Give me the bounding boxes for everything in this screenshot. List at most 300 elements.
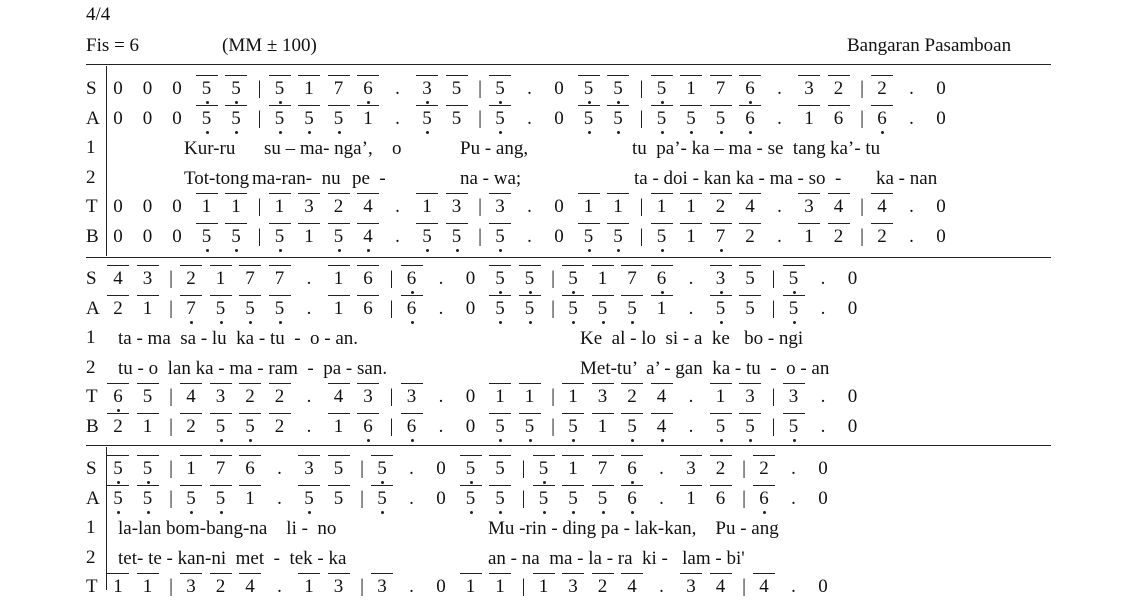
- lyric-segment: pe -: [352, 167, 386, 189]
- barline: |: [521, 487, 526, 509]
- lyric-segment: Met-tu’ a’ - gan ka - tu - o - an: [580, 357, 830, 379]
- note: 5: [110, 488, 126, 510]
- note: 0: [436, 458, 446, 479]
- note: 7: [272, 268, 288, 290]
- note: 5: [449, 78, 465, 100]
- note: 0: [465, 415, 476, 437]
- note: 3: [404, 386, 420, 408]
- voice-label: 1: [86, 517, 96, 538]
- voice-row-s: [86, 268, 1051, 298]
- voice-label: 2: [86, 546, 96, 568]
- note: 4: [624, 576, 640, 598]
- lyric-segment: ta - ma sa - lu ka - tu - o - an.: [118, 328, 359, 349]
- note: 5: [419, 226, 435, 248]
- barline: |: [639, 107, 644, 129]
- note: 5: [492, 298, 508, 320]
- rhythm-dot: .: [777, 225, 782, 247]
- voice-label: T: [86, 576, 98, 597]
- note: 7: [713, 226, 729, 248]
- barline: |: [478, 196, 482, 217]
- voice-row-1: [86, 327, 1051, 357]
- note: 7: [331, 78, 347, 100]
- key-signature: Fis = 6: [86, 35, 139, 56]
- note: 5: [272, 298, 288, 320]
- note: 4: [756, 576, 772, 598]
- note: 3: [360, 386, 376, 408]
- rhythm-dot: .: [659, 458, 664, 479]
- lyric-segment: tu - o lan ka - ma - ram - pa - san.: [118, 357, 388, 379]
- note: 2: [874, 226, 890, 248]
- voice-label: A: [86, 297, 100, 319]
- note: 5: [492, 78, 508, 100]
- note: 4: [183, 386, 199, 408]
- note: 6: [742, 78, 758, 100]
- voice-row-a: [86, 108, 1051, 138]
- note: 5: [331, 488, 347, 510]
- note: 5: [786, 298, 802, 320]
- note: 5: [272, 226, 288, 248]
- note: 0: [142, 107, 153, 129]
- rhythm-dot: .: [909, 78, 914, 99]
- voice-label: 1: [86, 327, 96, 348]
- note: 6: [874, 108, 890, 130]
- barline: |: [521, 458, 526, 479]
- rhythm-dot: .: [395, 78, 400, 99]
- note: 5: [742, 268, 758, 290]
- barline: |: [478, 225, 482, 247]
- rhythm-dot: .: [409, 576, 414, 597]
- note: 1: [419, 196, 435, 218]
- note: 1: [228, 196, 244, 218]
- voice-label: A: [86, 487, 100, 509]
- barline: |: [360, 458, 364, 479]
- voice-label: S: [86, 268, 97, 289]
- note: 1: [140, 576, 156, 598]
- note: 5: [492, 416, 508, 438]
- rhythm-dot: .: [909, 196, 914, 217]
- note: 5: [213, 298, 229, 320]
- voice-label: 2: [86, 356, 96, 378]
- lyric-segment: su – ma- nga’,: [264, 138, 373, 159]
- note: 1: [654, 196, 670, 218]
- voice-row-a: [86, 298, 1051, 328]
- lyric-segment: Pu - ang,: [460, 138, 529, 159]
- note: 5: [654, 108, 670, 130]
- lyric-segment: Kur-ru: [184, 138, 236, 159]
- note: 1: [492, 386, 508, 408]
- note: 1: [581, 196, 597, 218]
- lyric-segment: Tot-tong: [184, 167, 250, 189]
- lyric-segment: Ke al - lo si - a ke bo - ngi: [580, 328, 804, 349]
- note: 0: [554, 107, 564, 129]
- note: 5: [713, 108, 729, 130]
- rhythm-dot: .: [777, 196, 782, 217]
- note: 5: [331, 458, 347, 480]
- note: 4: [110, 268, 126, 290]
- rhythm-dot: .: [909, 107, 914, 129]
- rhythm-dot: .: [688, 386, 694, 407]
- note: 5: [199, 108, 215, 130]
- note: 2: [713, 458, 729, 480]
- rhythm-dot: .: [820, 415, 826, 437]
- note: 3: [683, 576, 699, 598]
- note: 4: [654, 386, 670, 408]
- voice-row-t: [86, 576, 1051, 606]
- rhythm-dot: .: [791, 458, 796, 479]
- barline: |: [478, 78, 482, 99]
- note: 6: [756, 488, 772, 510]
- note: 4: [874, 196, 890, 218]
- note: 4: [331, 386, 347, 408]
- note: 5: [272, 108, 288, 130]
- barline: |: [169, 487, 173, 509]
- rhythm-dot: .: [395, 225, 400, 247]
- note: 6: [742, 108, 758, 130]
- note: 1: [331, 268, 347, 290]
- note: 5: [595, 488, 611, 510]
- barline: |: [551, 415, 555, 437]
- note: 5: [331, 108, 347, 130]
- note: 6: [404, 268, 420, 290]
- rhythm-dot: .: [306, 297, 312, 319]
- rhythm-dot: .: [277, 576, 282, 597]
- note: 5: [610, 78, 626, 100]
- barline: |: [551, 386, 555, 407]
- lyric-segment: ta - doi - kan ka - ma - so -: [634, 167, 842, 189]
- barline: |: [257, 225, 262, 247]
- barline: |: [860, 225, 864, 247]
- rhythm-dot: .: [438, 268, 444, 289]
- voice-row-1: [86, 137, 1051, 167]
- note: 1: [213, 268, 229, 290]
- note: 0: [554, 225, 564, 247]
- voice-label: B: [86, 415, 99, 437]
- barline: |: [389, 386, 394, 407]
- note: 5: [463, 488, 479, 510]
- note: 3: [786, 386, 802, 408]
- note: 0: [142, 225, 153, 247]
- lyric-segment: an - na ma - la - ra ki - lam - bi': [488, 547, 745, 569]
- note: 1: [183, 458, 199, 480]
- composer-name: Bangaran Pasamboan: [847, 35, 1012, 56]
- note: 7: [242, 268, 258, 290]
- note: 5: [536, 458, 552, 480]
- note: 2: [110, 416, 126, 438]
- note: 5: [449, 108, 465, 130]
- note: 1: [331, 416, 347, 438]
- note: 5: [331, 226, 347, 248]
- lyric-segment: ka’- tu: [830, 138, 881, 159]
- note: 3: [801, 78, 817, 100]
- note: 0: [113, 107, 123, 129]
- note: 0: [847, 415, 858, 437]
- barline: |: [771, 268, 776, 289]
- voice-label: S: [86, 458, 97, 479]
- note: 0: [113, 78, 123, 99]
- note: 0: [142, 196, 153, 217]
- barline: |: [742, 576, 746, 597]
- note: 5: [492, 458, 508, 480]
- note: 4: [831, 196, 847, 218]
- system-divider: [86, 64, 1051, 65]
- voice-label: T: [86, 196, 98, 217]
- note: 5: [213, 416, 229, 438]
- note: 5: [272, 78, 288, 100]
- voice-label: 1: [86, 137, 96, 158]
- rhythm-dot: .: [409, 458, 414, 479]
- note: 1: [713, 386, 729, 408]
- note: 1: [140, 416, 156, 438]
- note: 1: [522, 386, 538, 408]
- barline: |: [551, 268, 555, 289]
- note: 2: [272, 416, 288, 438]
- note: 5: [228, 78, 244, 100]
- note: 6: [654, 268, 670, 290]
- voice-label: A: [86, 107, 100, 129]
- lyric-segment: na - wa;: [460, 167, 522, 189]
- lyric-segment: tet- te - kan-ni met - tek - ka: [118, 547, 347, 569]
- note: 0: [465, 297, 476, 319]
- note: 0: [436, 487, 446, 509]
- note: 0: [847, 386, 858, 407]
- note: 6: [360, 416, 376, 438]
- note: 5: [565, 298, 581, 320]
- note: 5: [742, 298, 758, 320]
- rhythm-dot: .: [791, 576, 796, 597]
- note: 5: [110, 458, 126, 480]
- barline: |: [257, 107, 262, 129]
- barline: |: [169, 415, 173, 437]
- note: 1: [272, 196, 288, 218]
- note: 6: [713, 488, 729, 510]
- rhythm-dot: .: [777, 78, 782, 99]
- note: 2: [595, 576, 611, 598]
- note: 2: [272, 386, 288, 408]
- note: 5: [492, 268, 508, 290]
- note: 5: [713, 298, 729, 320]
- note: 5: [228, 226, 244, 248]
- note: 2: [756, 458, 772, 480]
- rhythm-dot: .: [409, 487, 414, 509]
- note: 6: [831, 108, 847, 130]
- barline: |: [860, 196, 864, 217]
- note: 2: [331, 196, 347, 218]
- note: 3: [183, 576, 199, 598]
- voice-row-2: [86, 167, 1051, 197]
- note: 1: [331, 298, 347, 320]
- note: 5: [610, 226, 626, 248]
- note: 1: [683, 78, 699, 100]
- rhythm-dot: .: [306, 268, 312, 289]
- rhythm-dot: .: [820, 297, 826, 319]
- rhythm-dot: .: [820, 268, 826, 289]
- note: 2: [213, 576, 229, 598]
- system-divider: [86, 257, 1051, 258]
- note: 5: [624, 298, 640, 320]
- note: 5: [786, 416, 802, 438]
- note: 1: [595, 268, 611, 290]
- rhythm-dot: .: [277, 487, 282, 509]
- note: 1: [463, 576, 479, 598]
- note: 5: [301, 108, 317, 130]
- note: 5: [654, 226, 670, 248]
- voice-row-s: [86, 458, 1051, 488]
- note: 0: [172, 196, 182, 217]
- note: 3: [742, 386, 758, 408]
- rhythm-dot: .: [527, 78, 532, 99]
- rhythm-dot: .: [527, 107, 532, 129]
- note: 2: [874, 78, 890, 100]
- note: 7: [183, 298, 199, 320]
- voice-label: S: [86, 78, 97, 99]
- barline: |: [860, 107, 864, 129]
- rhythm-dot: .: [688, 268, 694, 289]
- barline: |: [169, 458, 173, 479]
- note: 5: [522, 298, 538, 320]
- note: 0: [113, 196, 123, 217]
- voice-row-s: [86, 78, 1051, 108]
- barline: |: [360, 576, 364, 597]
- note: 5: [242, 416, 258, 438]
- rhythm-dot: .: [688, 297, 694, 319]
- note: 6: [360, 268, 376, 290]
- barline: |: [860, 78, 864, 99]
- rhythm-dot: .: [395, 107, 400, 129]
- barline: |: [169, 386, 173, 407]
- note: 1: [360, 108, 376, 130]
- rhythm-dot: .: [688, 415, 694, 437]
- note: 4: [360, 196, 376, 218]
- voice-label: T: [86, 386, 98, 407]
- rhythm-dot: .: [395, 196, 400, 217]
- note: 0: [936, 107, 946, 129]
- note: 1: [110, 576, 126, 598]
- note: 0: [847, 297, 858, 319]
- note: 5: [595, 298, 611, 320]
- note: 6: [404, 298, 420, 320]
- voice-row-t: [86, 196, 1051, 226]
- note: 2: [242, 386, 258, 408]
- note: 3: [683, 458, 699, 480]
- note: 6: [360, 78, 376, 100]
- note: 7: [713, 78, 729, 100]
- barline: |: [639, 196, 644, 217]
- rhythm-dot: .: [659, 487, 664, 509]
- note: 0: [818, 487, 828, 509]
- note: 5: [683, 108, 699, 130]
- voice-row-b: [86, 226, 1051, 256]
- note: 5: [786, 268, 802, 290]
- note: 3: [140, 268, 156, 290]
- barline: |: [771, 386, 776, 407]
- note: 0: [172, 225, 182, 247]
- note: 6: [624, 488, 640, 510]
- note: 5: [374, 488, 390, 510]
- barline: |: [389, 297, 394, 319]
- lyric-segment: ka - nan: [876, 167, 938, 189]
- rhythm-dot: .: [777, 107, 782, 129]
- note: 1: [301, 576, 317, 598]
- note: 1: [565, 458, 581, 480]
- note: 6: [404, 416, 420, 438]
- rhythm-dot: .: [277, 458, 282, 479]
- barline: |: [257, 78, 262, 99]
- barline: |: [257, 196, 262, 217]
- note: 1: [140, 298, 156, 320]
- note: 1: [683, 488, 699, 510]
- barline: |: [771, 297, 776, 319]
- note: 5: [140, 386, 156, 408]
- note: 3: [565, 576, 581, 598]
- note: 1: [536, 576, 552, 598]
- note: 5: [449, 226, 465, 248]
- voice-label: B: [86, 225, 99, 247]
- note: 1: [301, 78, 317, 100]
- note: 5: [419, 108, 435, 130]
- note: 1: [595, 416, 611, 438]
- voice-row-t: [86, 386, 1051, 416]
- note: 3: [301, 196, 317, 218]
- note: 0: [936, 78, 946, 99]
- note: 2: [831, 226, 847, 248]
- note: 2: [110, 298, 126, 320]
- note: 4: [713, 576, 729, 598]
- voice-row-1: [86, 517, 1051, 547]
- note: 0: [847, 268, 858, 289]
- note: 5: [492, 226, 508, 248]
- note: 6: [360, 298, 376, 320]
- rhythm-dot: .: [306, 386, 312, 407]
- note: 0: [172, 107, 182, 129]
- note: 5: [199, 78, 215, 100]
- note: 3: [595, 386, 611, 408]
- barline: |: [389, 268, 394, 289]
- note: 2: [831, 78, 847, 100]
- note: 5: [522, 268, 538, 290]
- note: 1: [654, 298, 670, 320]
- barline: |: [169, 297, 173, 319]
- barline: |: [521, 576, 526, 597]
- note: 2: [713, 196, 729, 218]
- note: 5: [228, 108, 244, 130]
- note: 3: [713, 268, 729, 290]
- note: 7: [213, 458, 229, 480]
- note: 1: [801, 226, 817, 248]
- note: 2: [742, 226, 758, 248]
- note: 5: [140, 458, 156, 480]
- note: 1: [242, 488, 258, 510]
- note: 3: [492, 196, 508, 218]
- barline: |: [478, 107, 482, 129]
- barline: |: [742, 487, 746, 509]
- note: 5: [581, 226, 597, 248]
- note: 5: [713, 416, 729, 438]
- lyric-segment: la-lan bom-bang-na li - no: [118, 518, 337, 539]
- note: 5: [374, 458, 390, 480]
- note: 2: [183, 416, 199, 438]
- note: 1: [683, 226, 699, 248]
- note: 5: [581, 108, 597, 130]
- note: 1: [301, 226, 317, 248]
- note: 5: [581, 78, 597, 100]
- lyric-segment: o: [392, 138, 402, 159]
- note: 3: [374, 576, 390, 598]
- note: 4: [242, 576, 258, 598]
- rhythm-dot: .: [527, 225, 532, 247]
- rhythm-dot: .: [791, 487, 796, 509]
- note: 6: [242, 458, 258, 480]
- voice-row-a: [86, 488, 1051, 518]
